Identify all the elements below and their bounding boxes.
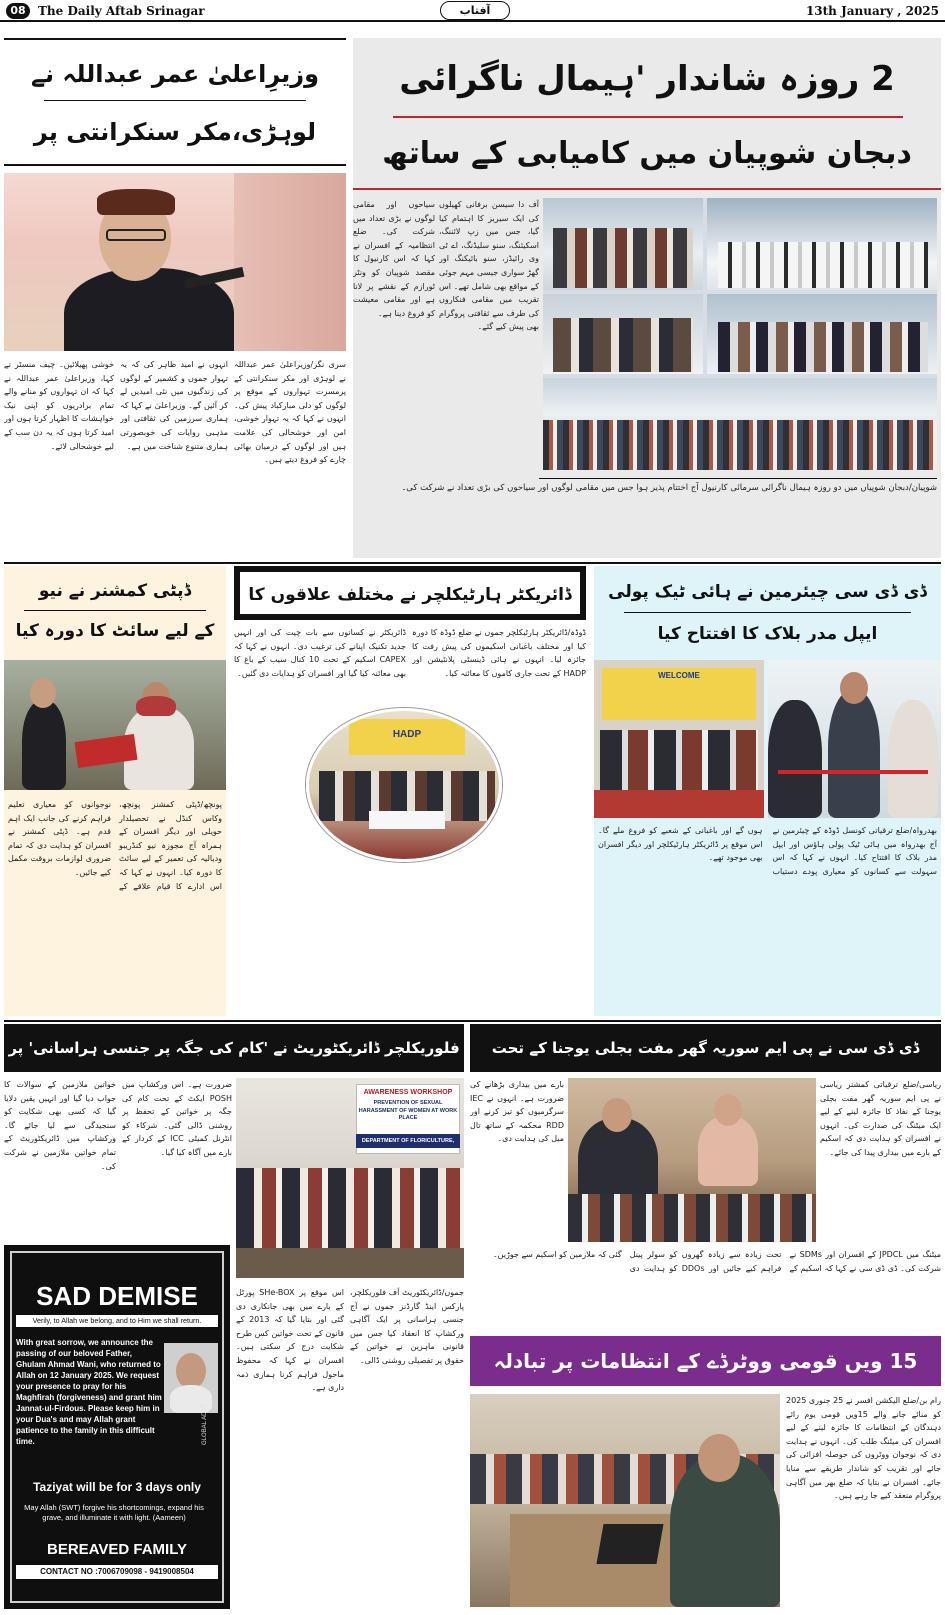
demise-contact: CONTACT NO :7006709098 - 9419008504 [16, 1565, 218, 1579]
story-voters [470, 1336, 941, 1611]
cm-body-col-left: خوشی پھیلائیں۔ چیف منسٹر نے کہا، وزیراعلیٰ عمر عبداللہ نے کہا کہ ان تہواروں کو منانے والے تمام برادریوں کو اپنی نیک خواہشات کا اظہار کرتا ہوں اور امید کرتا ہوں کہ یہ دن سب کے لیے خوشحالی لائے۔ [4, 360, 114, 451]
solar-bottom: میٹنگ میں JPDCL کے افسران اور SDMs نے شرکت کی۔ ڈی ڈی سی نے کہا کہ اسکیم کے تحت زیادہ سے زیادہ گھروں کو سولر پینل فراہم کیے جائیں اور DDOs کو ہدایت دی گئی کہ ملازمین کو اسکیم سے جوڑیں۔ [492, 1250, 941, 1273]
horticulture-body-right: ڈوڈہ/ڈائریکٹر ہارٹیکلچر جموں نے ضلع ڈوڈہ کا دورہ کیا اور مختلف باغبانی اسکیموں کی پیش رفت کا جائزہ لیا۔ انہوں نے ہائی ڈینسٹی پلانٹیشن اور HADP کے تحت جاری کاموں کا معائنہ کیا۔ [412, 628, 586, 678]
story-horticulture [234, 566, 586, 1016]
posh-bottom-col-1: جموں/ڈائریکٹوریٹ آف فلوریکلچر، پارکس اینڈ گارڈنز جموں نے آج جنسی ہراسانی پر ایک آگاہی ورکشاپ کا انعقاد کیا جس میں قانونی ماہرین نے خواتین کے حقوق پر تفصیلی روشنی ڈالی۔ [350, 1288, 464, 1365]
cm-headline-line2: لوہڑی،مکر سنکرانتی پر [33, 118, 317, 146]
story-apple-block [594, 566, 941, 1016]
festival-photo-collage [543, 198, 937, 470]
sad-demise-ad [4, 1245, 230, 1609]
dc-site-body: پونچھ/ڈپٹی کمشنر پونچھ، وکاس کنڈل نے تحصیلدار حویلی اور دیگر افسران کے ہمراہ آج مجوزہ نیو کنڈریبو ودیالیہ کی تعمیر کے لیے سائٹ کا دورہ کیا۔ انہوں نے کہا کہ اس ادارے کا قیام علاقے کے نوجوانوں کو معیاری تعلیم فراہم کرنے کی جانب ایک اہم قدم ہے۔ ڈپٹی کمشنر نے افسران کو ہدایت دی کہ تمام ضروری لوازمات بروقت مکمل کیے جائیں۔ [8, 800, 222, 891]
voters-headline: 15 ویں قومی ووٹرڈے کے انتظامات پر تبادلہ [493, 1349, 918, 1373]
festival-headline-line1: 2 روزہ شاندار 'ہیمال ناگرائی [399, 59, 895, 99]
posh-banner-3: DEPARTMENT OF FLORICULTURE, [356, 1134, 460, 1148]
dc-site-photo [4, 660, 226, 790]
demise-side-tag: GLOBAL ADVT [202, 1403, 208, 1445]
voters-photo [470, 1394, 780, 1607]
solar-headline: ڈی ڈی سی نے پی ایم سوریہ گھر مفت بجلی یوجنا کے تحت [491, 1039, 920, 1057]
apple-body: بھدرواہ/ضلع ترقیاتی کونسل ڈوڈہ کے چیئرمین نے آج بھدرواہ میں ہائی ٹیک پولی ہاؤس اور ایپل مدر بلاک کا افتتاح کیا۔ انہوں نے کہا کہ اس سہولت سے کسانوں کو معیاری پودے دستیاب ہوں گے اور باغبانی کے شعبے کو فروغ ملے گا۔ اس موقع پر ڈائریکٹر ہارٹیکلچر اور دیگر افسران بھی موجود تھے۔ [598, 826, 937, 876]
paper-name: The Daily Aftab Srinagar [38, 4, 205, 18]
demise-subtitle: Verily, to Allah we belong, and to Him we shall return. [16, 1315, 218, 1327]
masthead-bar [0, 0, 945, 22]
festival-caption-strip: شوپیان/دبجان شوپیاں میں دو روزہ ہیمال ناگرائی سرمائی کارنیول آج اختتام پذیر ہوا جس میں مقامی لوگوں اور سیاحوں کی بڑی تعداد نے شرکت کی۔ [401, 483, 937, 493]
demise-signoff: BEREAVED FAMILY [46, 1541, 188, 1558]
horticulture-photo-banner: HADP [392, 729, 422, 740]
demise-prayer: May Allah (SWT) forgive his shortcomings, expand his grave, and illuminate it with light. (Aameen) [24, 1503, 204, 1522]
cm-body-col-mid: انہوں نے امید ظاہر کی کہ یہ تہوار جموں و کشمیر کے لوگوں کی زندگیوں میں نئی امیدیں لے کر آئیں گے۔ وزیراعلیٰ نے کہا کہ ہماری سرزمین کی ثقافتی اور مذہبی روایات کی خوبصورتی ہماری متنوع شناخت میں ہے۔ [120, 360, 228, 451]
posh-photo [236, 1078, 464, 1278]
dc-site-headline-line1: ڈپٹی کمشنر نے نیو [38, 581, 192, 601]
demise-title: SAD DEMISE [36, 1281, 198, 1311]
apple-headline-line1: ڈی ڈی سی چیئرمین نے ہائی ٹیک پولی [608, 582, 927, 602]
solar-body-left: بارے میں بیداری بڑھانے کی ضرورت ہے۔ انہوں نے IEC سرگرمیوں کو تیز کرنے اور RDD محکمہ کے ساتھ تال میل کی ہدایت دی۔ [470, 1080, 564, 1144]
apple-photo-right [768, 660, 941, 818]
story-solar [470, 1024, 941, 1332]
festival-body-col-1: آف دا سیسن برفانی کھیلوں کی ایک سیریز کا اہتمام کیا گیا، جس میں زپ لائننگ، اسکیئنگ، سنو سلیڈنگ، اے ٹی وی رائیڈز، سنو بائیکنگ اور گھڑ سواری جیسی مہم جوئی کے مواقع بھی شامل تھے۔ اس تقریب میں مقامی فنکاروں کی طرف سے ثقافتی پروگرام بھی پیش کیے گئے۔ [439, 200, 539, 332]
apple-headline-line2: ایپل مدر بلاک کا افتتاح کیا [657, 624, 878, 644]
story-dc-site [4, 566, 226, 1016]
horticulture-body-left: ڈائریکٹر نے کسانوں سے بات چیت کی اور انہیں جدید تکنیک اپنانے کی ترغیب دی۔ انہوں نے کہا کہ CAPEX اسکیم کے تحت 10 کنال سیب کے باغ کا بھی معائنہ کیا گیا اور افسران کو ہدایات دی گئیں۔ [234, 628, 406, 678]
demise-body: With great sorrow, we announce the passing of our beloved Father, Ghulam Ahmad Wani, who returned to Allah on 12 January 2025. We request your presence to pray for his Maghfirah (forgiveness) and grant him Jannat-ul-Firdous. Please keep him in your Dua's and may Allah grant patience to the family in this difficult time. [16, 1338, 162, 1446]
voters-body: رام بن/ضلع الیکشن افسر نے 25 جنوری 2025 کو منائے جانے والے 15ویں قومی یوم رائے دہندگان کے انتظامات کا جائزہ لینے کے لیے افسران کی میٹنگ طلب کی۔ انہوں نے ہدایت دی کہ نوجوان ووٹروں کی حوصلہ افزائی کی جائے اور تقریب کو شاندار طریقے سے منایا جائے۔ افسران نے بتایا کہ ضلع بھر میں آگاہی پروگرام منعقد کیے جا رہے ہیں۔ [786, 1396, 941, 1501]
posh-headline: فلوریکلچر ڈائریکٹوریٹ نے 'کام کی جگہ پر جنسی ہراسانی' پر [8, 1039, 460, 1057]
apple-photo-left [594, 660, 764, 818]
festival-body-col-2: سیاحوں اور مقامی لوگوں نے بڑی تعداد میں شرکت کی۔ ضلع انتظامیہ کے افسران نے کہا کہ اس کارنیول کا مقصد شوپیان کو ونٹر ٹورازم کے نقشے پر لانا ہے اور مقامی معیشت کو فروغ دینا ہے۔ [353, 200, 435, 318]
demise-taziyat: Taziyat will be for 3 days only [33, 1480, 201, 1494]
posh-banner-1: AWARENESS WORKSHOP [363, 1089, 453, 1096]
horticulture-headline: ڈائریکٹر ہارٹیکلچر نے مختلف علاقوں کا [238, 570, 582, 616]
posh-bottom-col-2: اس موقع پر SHe-BOX پورٹل کے بارے میں بھی جانکاری دی گئی اور بتایا گیا کہ 2013 کے قانون کے تحت خواتین کس طرح شکایت درج کر سکتی ہیں۔ افسران نے کہا کہ محفوظ ماحول فراہم کرنا ہماری ذمہ داری ہے۔ [236, 1288, 344, 1393]
dc-site-headline-line2: کے لیے سائٹ کا دورہ کیا [15, 621, 215, 641]
story-cm [4, 38, 346, 558]
cm-photo [4, 173, 346, 351]
page-number: 08 [6, 3, 30, 19]
festival-headline-line2: دبجان شوپیان میں کامیابی کے ساتھ [382, 136, 912, 171]
cm-headline-line1: وزیرِاعلیٰ عمر عبداللہ نے [30, 60, 320, 88]
cm-body-col-right: سری نگر/وزیراعلیٰ عمر عبداللہ نے لوہڑی اور مکر سنکرانتی کے پرمسرت تہواروں کے موقع پر لوگوں کو دلی مبارکباد پیش کی۔ انہوں نے کہا کہ یہ تہوار خوشی، امن اور خوشحالی کی علامت ہیں اور لوگوں کے درمیان بھائی چارے کو فروغ دیتے ہیں۔ [234, 360, 346, 465]
horticulture-photo [306, 708, 502, 862]
story-festival [353, 38, 941, 558]
paper-logo: آفتاب [440, 1, 510, 20]
posh-body-left: خواتین ملازمین کے سوالات کا جواب دیا گیا اور انہیں یقین دلایا گیا کہ کسی بھی شکایت کو سنجیدگی سے لیا جائے گا۔ ورکشاپ میں ڈائریکٹوریٹ کے تمام خواتین ملازمین نے شرکت کی۔ [4, 1080, 116, 1171]
issue-date: 13th January , 2025 [805, 4, 939, 18]
solar-body-right: ریاسی/ضلع ترقیاتی کمشنر ریاسی نے پی ایم سوریہ گھر مفت بجلی یوجنا کے نفاذ کا جائزہ لینے کے لیے ایک میٹنگ کی صدارت کی۔ انہوں نے افسران کو ہدایت دی کہ اسکیم کے بارے میں بیداری پیدا کی جائے۔ [820, 1080, 941, 1157]
solar-photo [568, 1078, 816, 1242]
posh-body-right: ضرورت ہے۔ اس ورکشاپ میں POSH ایکٹ کے تحت کام کی جگہ پر خواتین کے تحفظ پر روشنی ڈالی گئی۔ شرکاء کو انٹرنل کمیٹی ICC کے کردار کے بارے میں آگاہ کیا گیا۔ [122, 1080, 232, 1157]
apple-photo-banner: WELCOME [658, 671, 700, 680]
posh-banner-2: PREVENTION OF SEXUAL HARASSMENT OF WOMEN AT WORK PLACE [358, 1100, 458, 1121]
